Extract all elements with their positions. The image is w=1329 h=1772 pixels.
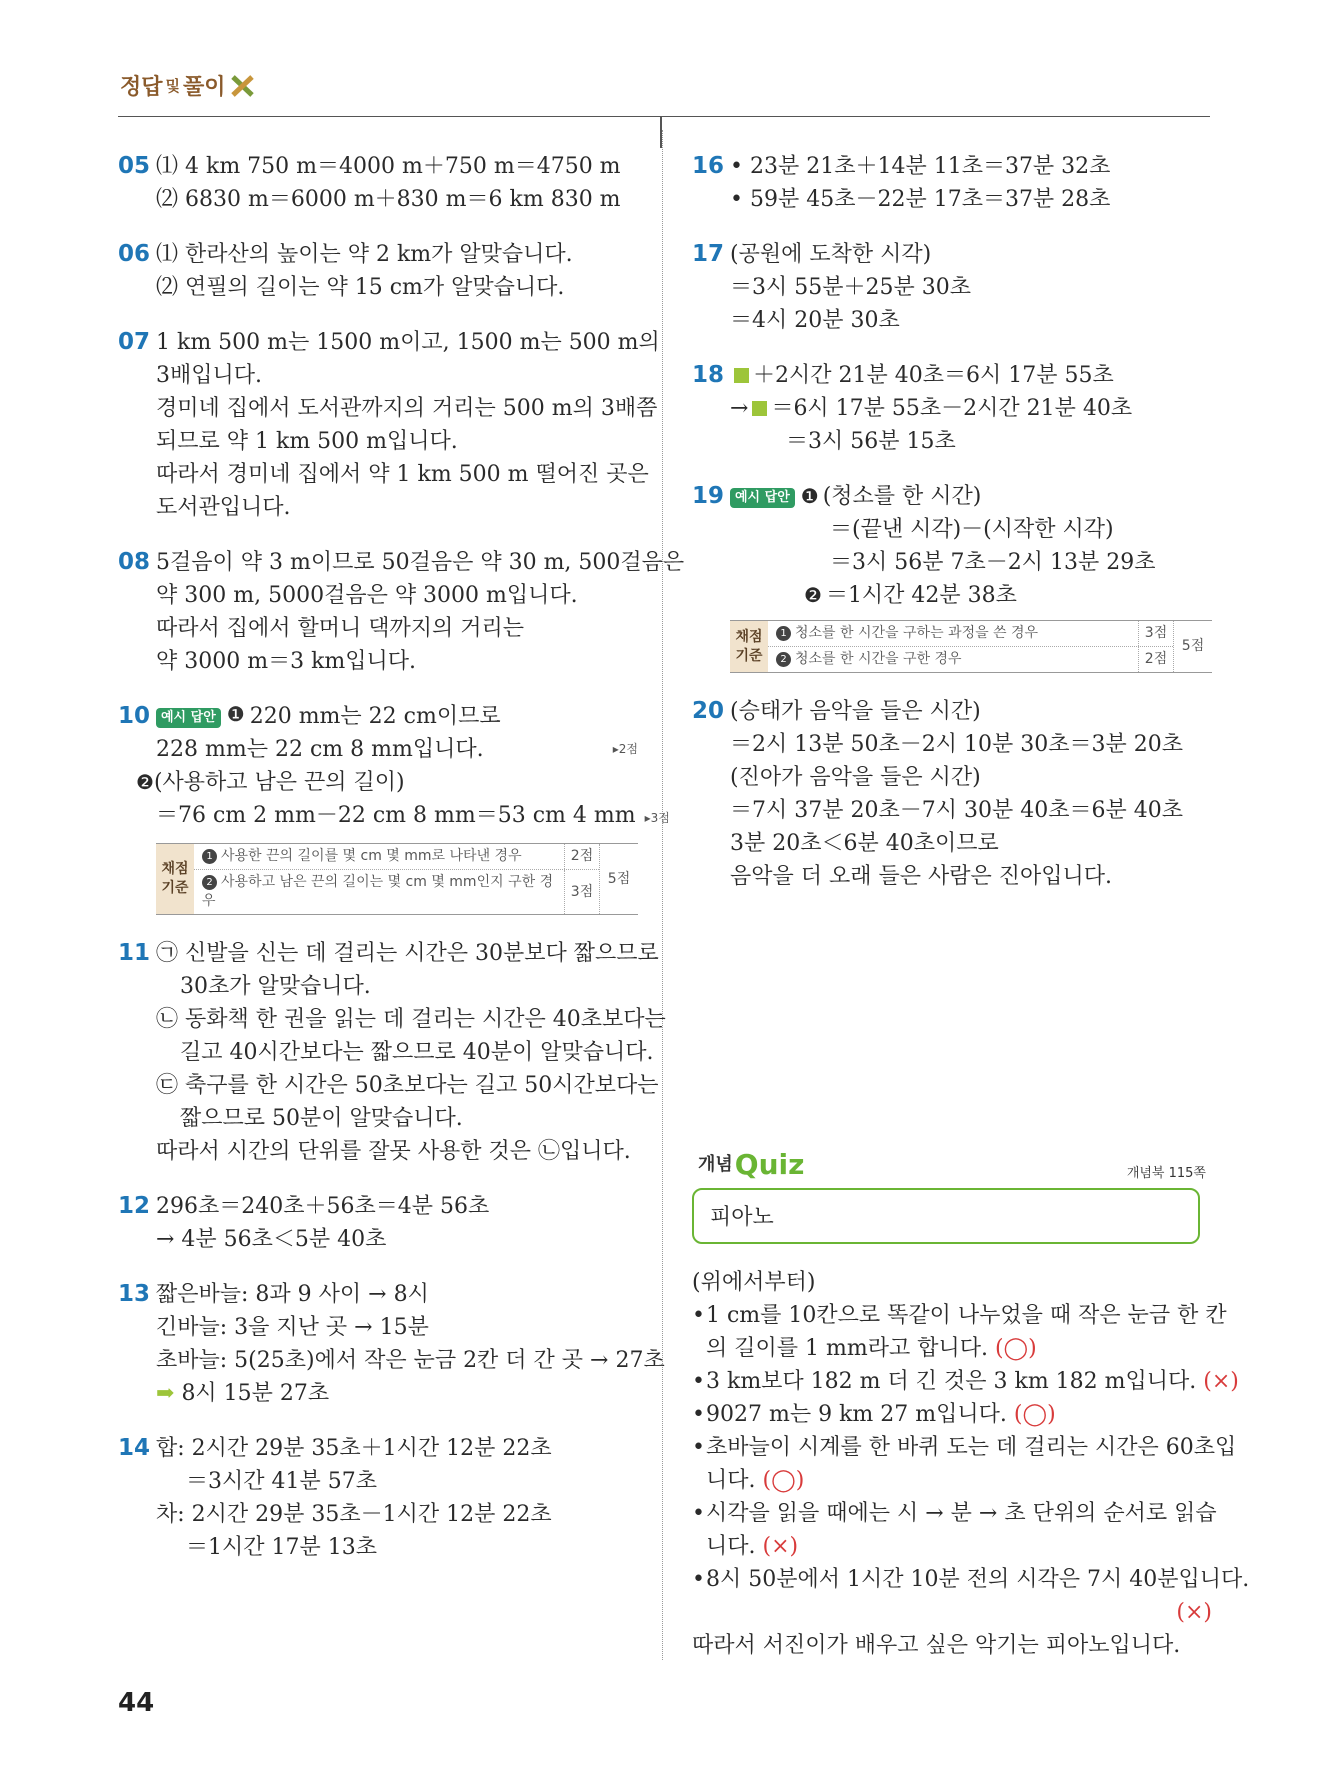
sample-answer-tag: 예시 답안 (156, 708, 221, 728)
column-divider (662, 130, 664, 1660)
answer-10 (118, 700, 670, 915)
quiz-line: • 1 cm를 10칸으로 똑같이 나누었을 때 작은 눈금 한 칸 (706, 1303, 1227, 1328)
question-number: 11 (118, 940, 151, 966)
answer-line: ＝4시 20분 30초 (730, 308, 900, 333)
answer-line: 차: 2시간 29분 35초－1시간 12분 22초 (156, 1502, 552, 1527)
question-number: 18 (692, 362, 725, 388)
answer-line: 도서관입니다. (156, 495, 291, 520)
answer-line: 따라서 경미네 집에서 약 1 km 500 m 떨어진 곳은 (156, 462, 649, 487)
answer-line: ㉢ 축구를 한 시간은 50초보다는 길고 50시간보다는 (156, 1073, 659, 1098)
criterion-score: 2점 (1138, 647, 1173, 672)
criterion-number: 2 (776, 652, 791, 667)
step-1-marker: ❶ (800, 484, 819, 508)
quiz-line: • 시각을 읽을 때에는 시 → 분 → 초 단위의 순서로 읽습 (706, 1501, 1217, 1526)
answer-line: 길고 40시간보다는 짧으므로 40분이 알맞습니다. (180, 1040, 654, 1065)
question-number: 12 (118, 1193, 151, 1219)
quiz-item (692, 1431, 1237, 1497)
quiz-item (692, 1299, 1227, 1365)
quiz-text: 3 km보다 182 m 더 긴 것은 3 km 182 m입니다. (706, 1369, 1197, 1394)
answer-line (156, 700, 638, 733)
answer-16 (692, 150, 1212, 216)
answer-text: ＝76 cm 2 mm－22 cm 8 mm＝53 cm 4 mm (156, 803, 636, 828)
answer-line: • 23분 21초＋14분 11초＝37분 32초 (730, 154, 1111, 179)
answer-line: 합: 2시간 29분 35초＋1시간 12분 22초 (156, 1436, 552, 1461)
answer-line: 1 km 500 m는 1500 m이고, 1500 m는 500 m의 (156, 330, 660, 355)
answer-line: (승태가 음악을 들은 시간) (730, 699, 981, 724)
answer-text: ＝6시 17분 55초－2시간 21분 40초 (771, 396, 1133, 421)
grading-row (768, 621, 1173, 647)
quiz-text: 9027 m는 9 km 27 m입니다. (706, 1402, 1007, 1427)
quiz-line (706, 1464, 1212, 1497)
answer-line: ㉡ 동화책 한 권을 읽는 데 걸리는 시간은 40초보다는 (156, 1007, 666, 1032)
answer-line: 경미네 집에서 도서관까지의 거리는 500 m의 3배쯤 (156, 396, 658, 421)
quiz-text: 의 길이를 1 mm라고 합니다. (706, 1336, 988, 1361)
answer-07 (118, 326, 660, 524)
criterion-text: 사용하고 남은 끈의 길이는 몇 cm 몇 mm인지 구한 경우 (202, 874, 554, 909)
answer-line: (공원에 도착한 시각) (730, 242, 932, 267)
answer-line (730, 579, 1212, 612)
answer-17 (692, 238, 1212, 337)
quiz-line (706, 1332, 1212, 1365)
quiz-title-text: Quiz (734, 1148, 805, 1181)
answer-line: ⑵ 6830 m＝6000 m＋830 m＝6 km 830 m (156, 187, 621, 212)
quiz-explanation (692, 1266, 1250, 1662)
answer-line: ＝1시간 17분 13초 (186, 1535, 377, 1560)
answer-line (156, 733, 638, 766)
answer-18 (692, 359, 1212, 458)
quiz-text: 니다. (706, 1468, 756, 1493)
grading-row (194, 870, 599, 914)
answer-line: → 4분 56초＜5분 40초 (156, 1227, 387, 1252)
answer-line: ＝3시 56분 7초－2시 13분 29초 (830, 550, 1156, 575)
grading-table (156, 843, 638, 915)
question-number: 17 (692, 241, 725, 267)
answer-19 (692, 480, 1212, 673)
question-number: 20 (692, 698, 725, 724)
answer-line: 따라서 집에서 할머니 댁까지의 거리는 (156, 616, 525, 641)
quiz-line: • 초바늘이 시계를 한 바퀴 도는 데 걸리는 시간은 60초입 (706, 1435, 1237, 1460)
grading-row (194, 844, 599, 870)
criterion-score: 2점 (564, 844, 599, 869)
answer-line (156, 1377, 638, 1410)
quiz-title (698, 1148, 804, 1181)
quiz-answer-box: 피아노 (692, 1188, 1200, 1244)
answer-line: ＝2시 13분 50초－2시 10분 30초＝3분 20초 (730, 732, 1183, 757)
quiz-text: 니다. (706, 1534, 756, 1559)
grading-label: 채점 기준 (730, 621, 768, 672)
unknown-box-icon (734, 368, 749, 383)
question-number: 14 (118, 1435, 151, 1461)
quiz-item (692, 1365, 1239, 1398)
question-number: 10 (118, 703, 151, 729)
quiz-line: • 8시 50분에서 1시간 10분 전의 시각은 7시 40분입니다. (706, 1567, 1250, 1592)
answer-line: 긴바늘: 3을 지난 곳 → 15분 (156, 1315, 429, 1340)
answer-line: 음악을 더 오래 들은 사람은 진아입니다. (730, 864, 1112, 889)
quiz-header (692, 1148, 1212, 1188)
answer-line: 약 3000 m＝3 km입니다. (156, 649, 417, 674)
quiz-mark: (×) (762, 1534, 799, 1559)
sample-answer-tag: 예시 답안 (730, 488, 795, 508)
answer-text: ＋2시간 21분 40초＝6시 17분 55초 (753, 363, 1114, 388)
answer-line: ＝7시 37분 20초－7시 30분 40초＝6분 40초 (730, 798, 1183, 823)
question-number: 13 (118, 1281, 151, 1307)
grading-table (730, 620, 1212, 673)
header-title-mid: 및 (165, 77, 181, 95)
question-number: 07 (118, 329, 151, 355)
total-score: 5점 (599, 844, 638, 914)
answer-line: 3배입니다. (156, 363, 262, 388)
quiz-item (692, 1398, 1212, 1431)
left-column (118, 150, 685, 1586)
quiz-mark: (◯) (762, 1468, 805, 1493)
answer-text: (청소를 한 시간) (822, 484, 982, 509)
quiz-mark: (×) (1203, 1369, 1239, 1394)
step-2-marker: ❷ (136, 770, 154, 794)
criterion-score: 3점 (564, 870, 599, 914)
question-number: 08 (118, 549, 151, 575)
answer-line: ＝(끝낸 시각)－(시작한 시각) (830, 517, 1114, 542)
answer-line: ＝3시 55분＋25분 30초 (730, 275, 971, 300)
answer-line: 초바늘: 5(25초)에서 작은 눈금 2칸 더 간 곳 → 27초 (156, 1348, 665, 1373)
answer-line: 짧으므로 50분이 알맞습니다. (180, 1106, 463, 1131)
score-note: ▸2점 (612, 742, 638, 756)
answer-text: 220 mm는 22 cm이므로 (249, 704, 501, 729)
header-title-b: 풀이 (183, 75, 226, 100)
answer-line: 296초＝240초＋56초＝4분 56초 (156, 1194, 490, 1219)
criterion-text: 청소를 한 시간을 구한 경우 (795, 651, 962, 667)
question-number: 06 (118, 241, 151, 267)
grading-label: 채점 기준 (156, 844, 194, 914)
page-header (120, 70, 256, 101)
result-arrow-icon: ➡ (156, 1380, 175, 1406)
answer-text: 228 mm는 22 cm 8 mm입니다. (156, 737, 484, 762)
answer-11 (118, 937, 666, 1168)
answer-line (156, 799, 670, 835)
answer-line: 따라서 시간의 단위를 잘못 사용한 것은 ㉡입니다. (156, 1139, 631, 1164)
answer-line: 3분 20초＜6분 40초이므로 (730, 831, 999, 856)
answer-text: 8시 15분 27초 (181, 1381, 330, 1406)
answer-line: 되므로 약 1 km 500 m입니다. (156, 429, 458, 454)
right-column (692, 150, 1212, 915)
grading-row (768, 647, 1173, 672)
answer-line: ⑵ 연필의 길이는 약 15 cm가 알맞습니다. (156, 275, 565, 300)
answer-text: ＝1시간 42분 38초 (825, 583, 1017, 608)
quiz-conclusion: 따라서 서진이가 배우고 싶은 악기는 피아노입니다. (692, 1633, 1181, 1658)
answer-line: ⑴ 한라산의 높이는 약 2 km가 알맞습니다. (156, 242, 573, 267)
quiz-mark: (◯) (994, 1336, 1037, 1361)
answer-line: 30초가 알맞습니다. (180, 974, 371, 999)
answer-line: 짧은바늘: 8과 9 사이 → 8시 (156, 1282, 429, 1307)
quiz-mark: (×) (1176, 1600, 1212, 1625)
answer-line: ⑴ 4 km 750 m＝4000 m＋750 m＝4750 m (156, 154, 621, 179)
page-number: 44 (118, 1688, 155, 1718)
quiz-item (692, 1497, 1217, 1563)
unknown-box-icon (752, 401, 767, 416)
question-number: 19 (692, 483, 725, 509)
criterion-number: 2 (202, 875, 217, 890)
crossed-pencils-icon (230, 74, 256, 98)
answer-06 (118, 238, 638, 304)
criterion-score: 3점 (1138, 621, 1173, 646)
quiz-title-prefix: 개념 (698, 1154, 733, 1175)
answer-line (730, 359, 1212, 392)
answer-line: ㉠ 신발을 신는 데 걸리는 시간은 30분보다 짧으므로 (156, 941, 659, 966)
question-number: 05 (118, 153, 151, 179)
criterion-text: 청소를 한 시간을 구하는 과정을 쓴 경우 (795, 625, 1039, 641)
quiz-mark: (◯) (1013, 1402, 1056, 1427)
answer-line: • 59분 45초－22분 17초＝37분 28초 (730, 187, 1111, 212)
answer-08 (118, 546, 685, 678)
answer-05 (118, 150, 638, 216)
quiz-reference: 개념북 115쪽 (1126, 1166, 1206, 1181)
arrow-icon: → (730, 396, 749, 421)
header-rule (118, 116, 1210, 117)
total-score: 5점 (1173, 621, 1212, 672)
answer-line: 약 300 m, 5000걸음은 약 3000 m입니다. (156, 583, 578, 608)
header-title-a: 정답 (120, 75, 163, 100)
answer-line (730, 392, 1212, 425)
answer-line: 5걸음이 약 3 m이므로 50걸음은 약 30 m, 500걸음은 (156, 550, 685, 575)
answer-text: (사용하고 남은 끈의 길이) (153, 770, 405, 795)
answer-14 (118, 1432, 638, 1564)
step-2-marker: ❷ (804, 583, 822, 607)
criterion-number: 1 (202, 849, 217, 864)
answer-20 (692, 695, 1212, 893)
answer-13 (118, 1278, 665, 1410)
answer-line: (진아가 음악을 들은 시간) (730, 765, 981, 790)
answer-line: ＝3시 56분 15초 (786, 429, 956, 454)
answer-line: ＝3시간 41분 57초 (186, 1469, 377, 1494)
quiz-line (706, 1530, 1212, 1563)
answer-12 (118, 1190, 638, 1256)
step-1-marker: ❶ (226, 702, 245, 726)
question-number: 16 (692, 153, 725, 179)
quiz-item (692, 1563, 1250, 1629)
quiz-intro: (위에서부터) (692, 1270, 816, 1295)
score-note: ▸3점 (644, 811, 670, 825)
criterion-text: 사용한 끈의 길이를 몇 cm 몇 mm로 나타낸 경우 (221, 848, 522, 864)
criterion-number: 1 (776, 626, 791, 641)
answer-line (136, 766, 638, 799)
answer-line (730, 480, 1212, 513)
